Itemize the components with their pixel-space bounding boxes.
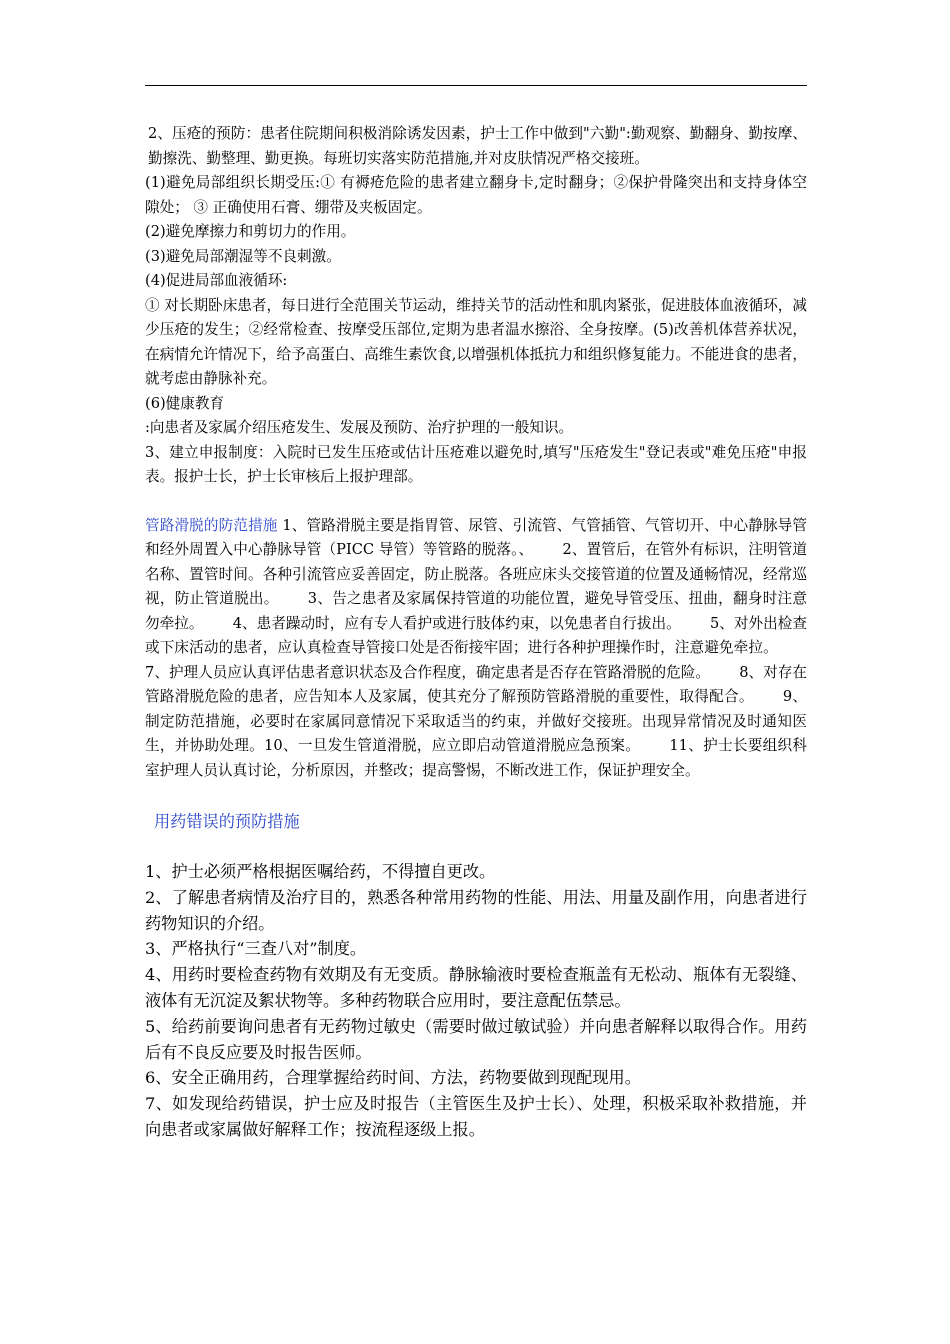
paragraph: (3)避免局部潮湿等不良刺激。 [145, 247, 341, 265]
paragraph: (6)健康教育 [145, 394, 225, 412]
tube-slip-section [145, 514, 807, 784]
paragraph: :向患者及家属介绍压疮发生、发展及预防、治疗护理的一般知识。 [145, 419, 574, 436]
list-item: 5、给药前要询问患者有无药物过敏史（需要时做过敏试验）并向患者解释以取得合作。用药后有不良反应要及时报告医师。 [145, 1016, 807, 1062]
header-rule [145, 85, 807, 86]
measure-item: 3、告之患者及家属保持管道的功能位置，避免导管受压、扭曲，翻身时注意勿牵拉。 [145, 590, 807, 632]
list-item: 4、用药时要检查药物有效期及有无变质。静脉输液时要检查瓶盖有无松动、瓶体有无裂缝、液体有无沉淀及絮状物等。多种药物联合应用时，要注意配伍禁忌。 [145, 965, 807, 1010]
document-body [145, 122, 807, 1143]
paragraph: (1)避免局部组织长期受压:① 有褥疮危险的患者建立翻身卡,定时翻身；②保护骨隆突出和支持身体空隙处； ③ 正确使用石膏、绷带及夹板固定。 [145, 174, 807, 216]
tube-slip-heading: 管路滑脱的防范措施 [145, 516, 278, 534]
list-item: 3、严格执行“三查八对”制度。 [145, 939, 367, 959]
paragraph: 2、压疮的预防：患者住院期间积极消除诱发因素，护士工作中做到"六勤":勤观察、勤翻身、勤按摩、勤擦洗、勤整理、勤更换。每班切实落实防范措施,并对皮肤情况严格交接班。 [148, 125, 807, 167]
measure-item: 5、对外出检查或下床活动的患者，应认真检查导管接口处是否衔接牢固；进行各种护理操作时，注意避免牵拉。 [145, 614, 807, 656]
measure-item: 1、管路滑脱主要是指胃管、尿管、引流管、气管插管、气管切开、中心静脉导管和经外周置入中心静脉导管（PICC 导管）等管路的脱落。、 [145, 516, 807, 558]
list-item: 1、护士必须严格根据医嘱给药，不得擅自更改。 [145, 862, 496, 881]
medication-error-list [145, 859, 807, 1143]
paragraph: ① 对长期卧床患者，每日进行全范围关节运动，维持关节的活动性和肌肉紧张，促进肢体血液循环，减少压疮的发生；②经常检查、按摩受压部位,定期为患者温水擦浴、全身按摩。(5)改善机体营养状况，在病情允许情况下，给予高蛋白、高维生素饮食,以增强机体抵抗力和组织修复能力。不能进食的患者，就考虑由静脉补充。 [145, 296, 807, 387]
measure-item: 7、护理人员应认真评估患者意识状态及合作程度，确定患者是否存在管路滑脱的危险。 [145, 663, 711, 681]
measure-item: 8、对存在管路滑脱危险的患者，应告知本人及家属，使其充分了解预防管路滑脱的重要性，取得配合。 [145, 663, 807, 705]
paragraph: 3、建立申报制度：入院时已发生压疮或估计压疮难以避免时,填写"压疮发生"登记表或"难免压疮"申报表。报护士长，护士长审核后上报护理部。 [145, 443, 807, 485]
medication-error-heading: 用药错误的预防措施 [154, 812, 300, 831]
measure-item: 9、制定防范措施，必要时在家属同意情况下采取适当的约束，并做好交接班。出现异常情况及时通知医生，并协助处理。 [145, 688, 807, 754]
list-item: 6、安全正确用药，合理掌握给药时间、方法，药物要做到现配现用。 [145, 1068, 641, 1088]
measure-item: 2、置管后，在管外有标识，注明管道名称、置管时间。各种引流管应妥善固定，防止脱落。各班应床头交接管道的位置及通畅情况，经常巡视，防止管道脱出。 [145, 541, 807, 607]
list-item: 7、如发现给药错误，护士应及时报告（主管医生及护士长）、处理，积极采取补救措施，并向患者或家属做好解释工作；按流程逐级上报。 [145, 1094, 807, 1139]
measure-item: 11、护士长要组织科室护理人员认真讨论，分析原因，并整改；提高警惕，不断改进工作，保证护理安全。 [145, 737, 807, 779]
list-item: 2、了解患者病情及治疗目的，熟悉各种常用药物的性能、用法、用量及副作用，向患者进行药物知识的介绍。 [145, 887, 807, 933]
pressure-ulcer-section [145, 122, 807, 490]
measure-item: 10、一旦发生管道滑脱，应立即启动管道滑脱应急预案。 [264, 737, 641, 754]
paragraph: (2)避免摩擦力和剪切力的作用。 [145, 223, 356, 240]
paragraph: (4)促进局部血液循环: [145, 272, 288, 289]
measure-item: 4、患者躁动时，应有专人看护或进行肢体约束，以免患者自行拔出。 [232, 614, 681, 632]
